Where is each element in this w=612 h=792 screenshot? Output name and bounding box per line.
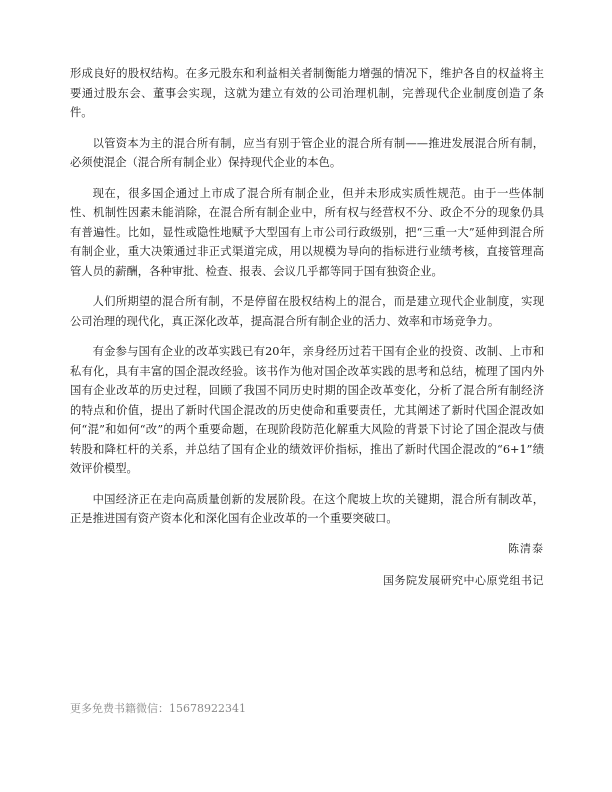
paragraph-5: 有金参与国有企业的改革实践已有20年，亲身经历过若干国有企业的投资、改制、上市和私有化，具有丰富的国企混改经验。该书作为他对国企改革实践的思考和总结，梳理了国内外国有企业改革的历史过程，回顾了我国不同历史时期的国企改革变化，分析了混合所有制经济的特点和价值，提出了新时代国企混改的历史使命和重要责任，尤其阐述了新时代国企混改如何“混”和如何“改”的两个重要命题，在现阶段防范化解重大风险的背景下讨论了国企混改与债转股和降杠杆的关系，并总结了国有企业的绩效评价指标，推出了新时代国企混改的“6+1”绩效评价模型。 bbox=[70, 345, 544, 475]
page-body bbox=[70, 64, 544, 590]
signature-title: 国务院发展研究中心原党组书记 bbox=[383, 573, 544, 587]
signature-name: 陈清泰 bbox=[508, 541, 544, 555]
paragraph-6: 中国经济正在走向高质量创新的发展阶段。在这个爬坡上坎的关键期，混合所有制改革，正是推进国有资产资本化和深化国有企业改革的一个重要突破口。 bbox=[70, 492, 544, 525]
paragraph-1: 形成良好的股权结构。在多元股东和利益相关者制衡能力增强的情况下，维护各自的权益将主要通过股东会、董事会实现，这就为建立有效的公司治理机制，完善现代企业制度创造了条件。 bbox=[70, 67, 544, 119]
paragraph-4: 人们所期望的混合所有制，不是停留在股权结构上的混合，而是建立现代企业制度，实现公司治理的现代化，真正深化改革，提高混合所有制企业的活力、效率和市场竞争力。 bbox=[70, 295, 544, 328]
paragraph-2: 以管资本为主的混合所有制，应当有别于管企业的混合所有制——推进发展混合所有制，必须使混企（混合所有制企业）保持现代企业的本色。 bbox=[70, 136, 544, 169]
paragraph-3: 现在，很多国企通过上市成了混合所有制企业，但并未形成实质性规范。由于一些体制性、机制性因素未能消除，在混合所有制企业中，所有权与经营权不分、政企不分的现象仍具有普遍性。比如，显性或隐性地赋予大型国有上市公司行政级别，把“三重一大”延伸到混合所有制企业，重大决策通过非正式渠道完成，用以规模为导向的指标进行业绩考核，直接管理高管人员的薪酬，各种审批、检查、报表、会议几乎都等同于国有独资企业。 bbox=[70, 186, 544, 278]
footer-note: 更多免费书籍微信：15678922341 bbox=[70, 702, 246, 715]
